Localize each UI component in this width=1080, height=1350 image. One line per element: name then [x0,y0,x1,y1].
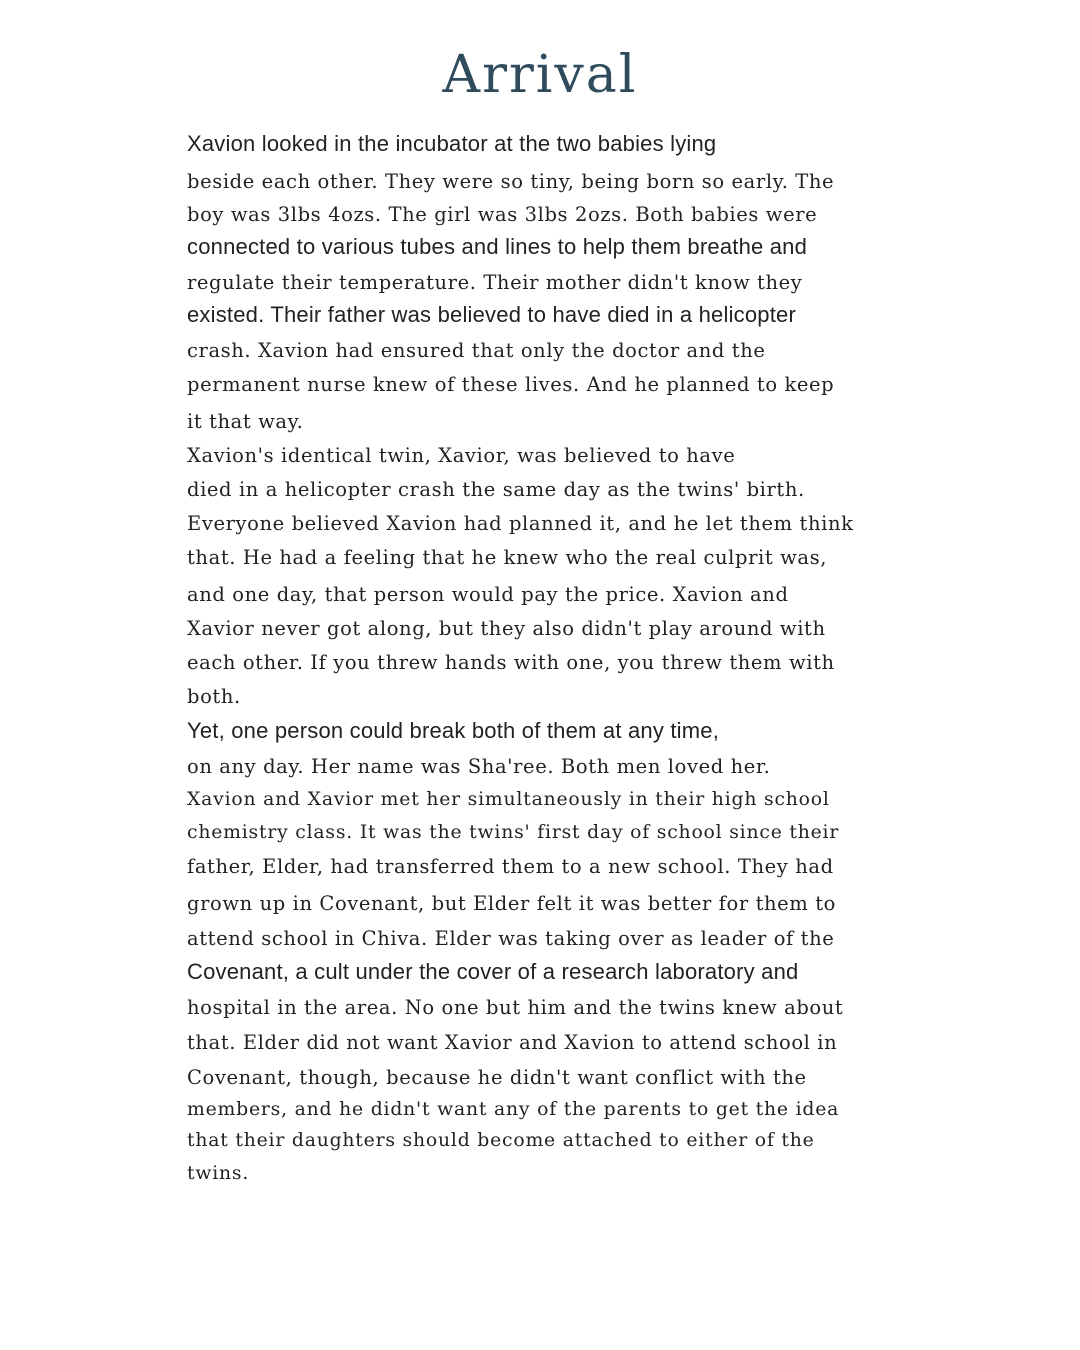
text-line: chemistry class. It was the twins' first day of school since their [187,822,840,843]
text-line: Yet, one person could break both of them at any time, [187,718,720,743]
text-line: members, and he didn't want any of the parents to get the idea [187,1099,840,1120]
text-line: crash. Xavion had ensured that only the doctor and the [187,339,766,362]
text-line: that. Elder did not want Xavior and Xavion to attend school in [187,1031,838,1054]
text-line: Covenant, a cult under the cover of a research laboratory and [187,959,799,984]
text-line: father, Elder, had transferred them to a new school. They had [187,855,834,878]
text-line: existed. Their father was believed to have died in a helicopter [187,302,796,327]
text-line: that their daughters should become attached to either of the [187,1130,815,1151]
text-line: hospital in the area. No one but him and the twins knew about [187,996,844,1019]
text-line: Xavion looked in the incubator at the two babies lying [187,131,717,156]
text-line: and one day, that person would pay the price. Xavion and [187,583,789,606]
text-line: Everyone believed Xavion had planned it, and he let them think [187,512,854,535]
text-line: died in a helicopter crash the same day as the twins' birth. [187,478,805,501]
text-line: permanent nurse knew of these lives. And he planned to keep [187,373,835,396]
text-line: Covenant, though, because he didn't want conflict with the [187,1066,807,1089]
text-line: it that way. [187,410,304,433]
text-line: connected to various tubes and lines to help them breathe and [187,234,808,259]
text-line: each other. If you threw hands with one, you threw them with [187,651,835,674]
text-line: Xavior never got along, but they also didn't play around with [187,617,826,640]
chapter-title: Arrival [442,45,638,105]
text-line: regulate their temperature. Their mother didn't know they [187,271,803,294]
text-line: beside each other. They were so tiny, being born so early. The [187,170,835,193]
text-line: Xavion and Xavior met her simultaneously in their high school [187,789,830,810]
text-line: twins. [187,1163,250,1184]
text-line: attend school in Chiva. Elder was taking over as leader of the [187,927,835,950]
text-line: Xavion's identical twin, Xavior, was believed to have [187,444,736,467]
text-line: on any day. Her name was Sha'ree. Both men loved her. [187,755,771,778]
text-line: grown up in Covenant, but Elder felt it was better for them to [187,892,836,915]
text-line: both. [187,685,241,708]
text-line: boy was 3lbs 4ozs. The girl was 3lbs 2ozs. Both babies were [187,203,818,226]
text-line: that. He had a feeling that he knew who the real culprit was, [187,546,828,569]
